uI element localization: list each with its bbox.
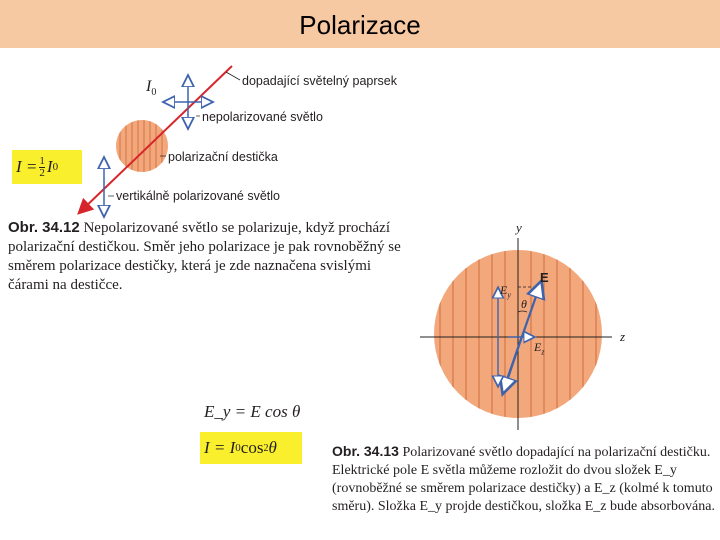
z-axis-label: z [620,329,626,344]
formula-malus: I = I 0 cos 2 θ [200,432,302,464]
caption-text-2: Polarizované světlo dopadající na polarizační destičku. Elektrické pole E světla můžeme rozložit do dvou složek E_y (rovnoběžné se směrem polarizace destičky) a E_z (kolmé k tomuto směru). Složka E_y projde destičkou, složka E_z bude absorbována. [332,445,715,514]
caption-number-2: Obr. 34.13 [332,443,399,459]
incident-beam-label: dopadající světelný paprsek [242,74,397,88]
caption-number: Obr. 34.12 [8,219,80,236]
unpolarized-light-label: nepolarizované světlo [202,110,323,124]
polarizing-plate-label: polarizační destička [168,150,278,164]
formula-ey: E_y = E cos θ [204,402,301,421]
intensity-i0-label: $I_0$ [146,78,157,99]
caption-34-13 [332,442,718,516]
vertical-polarized-label: vertikálně polarizované světlo [116,189,280,203]
ez-label: $E_z$ [534,340,545,357]
y-axis-label: y [516,220,522,235]
e-vector-label: E [540,270,549,285]
theta-label: θ [521,297,527,311]
formula-half-intensity: I = $\frac{1}{2}$ I 0 [12,150,82,184]
ey-label: $E_y$ [500,283,511,300]
slide-title: Polarizace [299,10,421,40]
caption-text: Nepolarizované světlo se polarizuje, když prochází polarizační destičkou. Směr jeho polarizace je pak rovnoběžný se směrem polarizace destičky, která je zde naznačena svislými čárami na destičce. [8,220,401,293]
